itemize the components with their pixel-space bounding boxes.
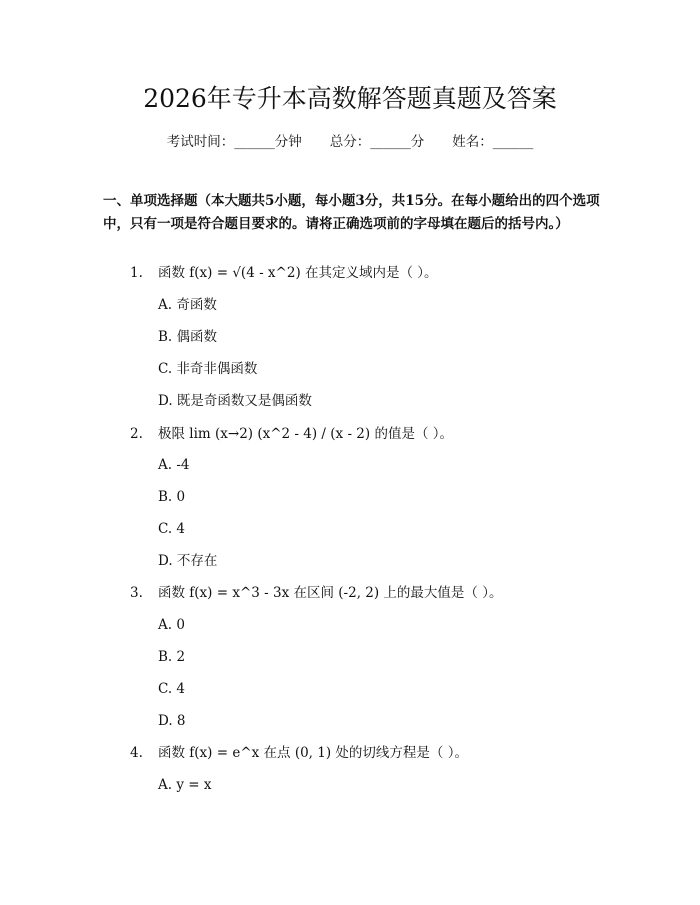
- question-text: 函数 f(x) = x^3 - 3x 在区间 (-2, 2) 上的最大值是（ ）。: [158, 585, 503, 601]
- question-3-option-c: C. 4: [158, 681, 186, 697]
- question-number: 1.: [130, 265, 143, 281]
- question-text: 函数 f(x) = √(4 - x^2) 在其定义域内是（ ）。: [158, 265, 438, 281]
- question-3: [130, 583, 502, 603]
- question-1-option-a: A. 奇函数: [158, 297, 217, 313]
- question-1-option-b: B. 偶函数: [158, 329, 218, 345]
- question-4-option-a: A. y = x: [158, 777, 212, 793]
- exam-name-field: 姓名：______: [452, 134, 534, 150]
- question-text: 极限 lim (x→2) (x^2 - 4) / (x - 2) 的值是（ ）。: [158, 426, 453, 442]
- page-title: 2026年专升本高数解答题真题及答案: [143, 84, 557, 113]
- question-2-option-c: C. 4: [158, 521, 186, 537]
- question-number: 3.: [130, 585, 143, 601]
- exam-meta: [0, 132, 700, 152]
- question-2-option-a: A. -4: [158, 457, 190, 473]
- question-3-option-d: D. 8: [158, 713, 186, 729]
- question-1-option-d: D. 既是奇函数又是偶函数: [158, 393, 312, 409]
- question-3-option-b: B. 2: [158, 649, 186, 665]
- question-2-option-b: B. 0: [158, 489, 186, 505]
- question-2-option-d: D. 不存在: [158, 553, 218, 569]
- question-3-option-a: A. 0: [158, 617, 185, 633]
- question-1-option-c: C. 非奇非偶函数: [158, 361, 258, 377]
- question-1: [130, 263, 438, 283]
- question-number: 4.: [130, 745, 143, 761]
- question-4: [130, 743, 468, 763]
- question-2: [130, 424, 453, 444]
- section-heading: 一、单项选择题（本大题共5小题，每小题3分，共15分。在每小题给出的四个选项中，只有一项是符合题目要求的。请将正确选项前的字母填在题后的括号内。）: [103, 193, 600, 232]
- question-number: 2.: [130, 426, 143, 442]
- exam-score-field: 总分：______分: [329, 134, 425, 150]
- question-text: 函数 f(x) = e^x 在点 (0, 1) 处的切线方程是（ ）。: [158, 745, 468, 761]
- exam-time-field: 考试时间：______分钟: [166, 134, 302, 150]
